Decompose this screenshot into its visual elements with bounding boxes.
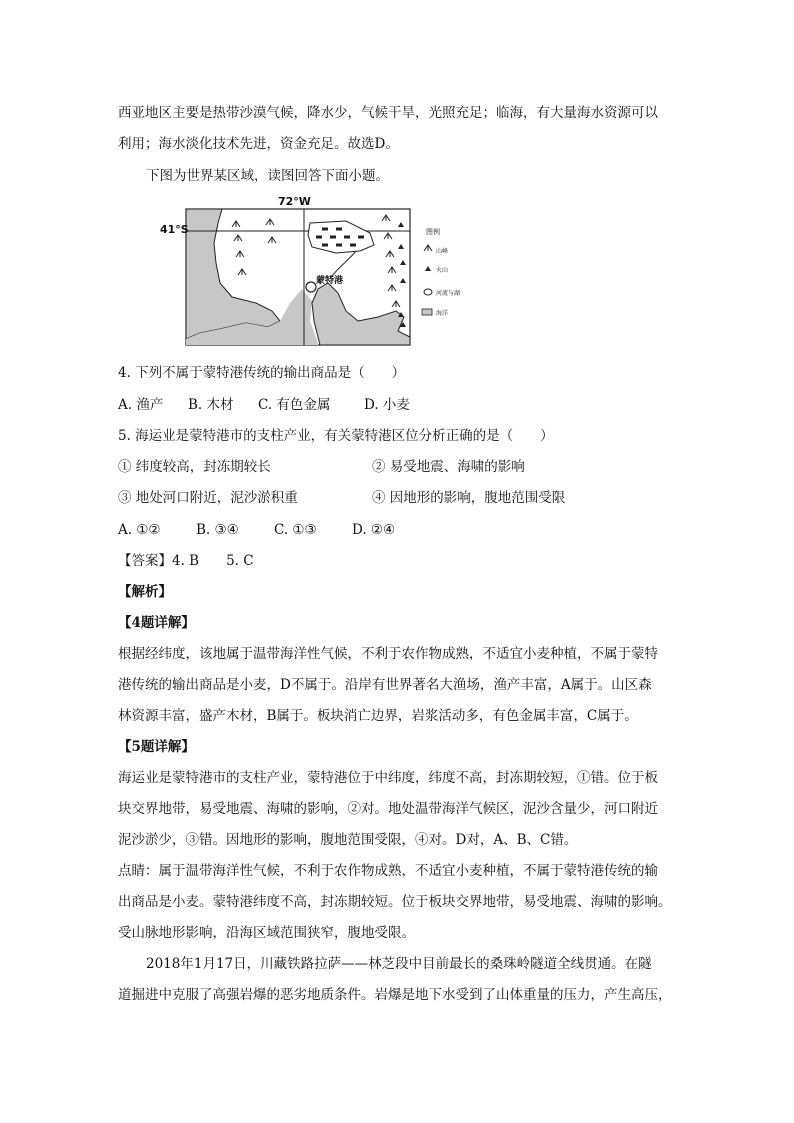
legend-label: 海洋 xyxy=(436,310,449,317)
statement: ① 纬度较高，封冻期较长 xyxy=(118,459,271,475)
paragraph-line: 根据经纬度，该地属于温带海洋性气候，不利于农作物成熟，不适宜小麦种植，不属于蒙特 xyxy=(118,646,658,662)
paragraph-line: 2018年1月17日，川藏铁路拉萨——林芝段中目前最长的桑珠岭隧道全线贯通。在隧 xyxy=(146,956,652,972)
option: A. ①② xyxy=(118,522,161,538)
paragraph-line: 泥沙淤少，③错。因地形的影响，腹地范围受限，④对。D对，A、B、C错。 xyxy=(118,832,578,848)
q4-detail-label: 【4题详解】 xyxy=(118,615,195,631)
option: D. ②④ xyxy=(352,522,396,538)
question-5-stem: 5. 海运业是蒙特港市的支柱产业，有关蒙特港区位分析正确的是（ ） xyxy=(118,428,554,444)
option: B. ③④ xyxy=(196,522,239,538)
legend-label: 火山 xyxy=(436,267,449,274)
legend-lake-icon xyxy=(424,289,432,295)
city-label: 蒙特港 xyxy=(316,276,344,286)
q5-detail-label: 【5题详解】 xyxy=(118,739,195,755)
paragraph-line: 道掘进中克服了高强岩爆的恶劣地质条件。岩爆是地下水受到了山体重量的压力，产生高压， xyxy=(118,987,672,1003)
answer-line: 【答案】4. B 5. C xyxy=(118,553,254,569)
legend-mountain-icon xyxy=(424,245,432,251)
option: B. 木材 xyxy=(188,397,234,413)
paragraph-line: 海运业是蒙特港市的支柱产业，蒙特港位于中纬度，纬度不高，封冻期较短，①错。位于板 xyxy=(118,770,658,786)
paragraph-line: 块交界地带，易受地震、海啸的影响，②对。地处温带海洋气候区，泥沙含量少，河口附近 xyxy=(118,801,658,817)
paragraph-line: 林资源丰富，盛产木材，B属于。板块消亡边界，岩浆活动多，有色金属丰富，C属于。 xyxy=(118,708,638,724)
question-5-options xyxy=(118,520,395,540)
paragraph-line: 西亚地区主要是热带沙漠气候，降水少，气候干旱，光照充足；临海，有大量海水资源可以 xyxy=(118,105,658,121)
statement: ② 易受地震、海啸的影响 xyxy=(372,459,525,475)
tip-line: 受山脉地形影响，沿海区域范围狭窄，腹地受限。 xyxy=(118,925,415,941)
longitude-label: 72°W xyxy=(278,195,311,208)
latitude-label: 41°S xyxy=(160,223,189,236)
city-marker xyxy=(306,282,316,292)
tip-line: 出商品是小麦。蒙特港纬度不高，封冻期较短。位于板块交界地带，易受地震、海啸的影响。 xyxy=(118,894,672,910)
legend-label: 河流与湖 xyxy=(436,290,461,297)
map-intro: 下图为世界某区域，读图回答下面小题。 xyxy=(146,168,389,184)
tip-line: 点睛：属于温带海洋性气候，不利于农作物成熟，不适宜小麦种植，不属于蒙特港传统的输 xyxy=(118,863,658,879)
legend-label: 山峰 xyxy=(436,248,449,255)
option: A. 渔产 xyxy=(118,397,164,413)
analysis-label: 【解析】 xyxy=(118,584,172,600)
region-map xyxy=(160,193,490,353)
statement: ③ 地处河口附近，泥沙淤积重 xyxy=(118,490,298,506)
paragraph-line: 港传统的输出商品是小麦，D不属于。沿岸有世界著名大渔场，渔产丰富，A属于。山区森 xyxy=(118,677,652,693)
option: C. ①③ xyxy=(274,522,317,538)
legend-volcano-icon xyxy=(425,266,431,271)
paragraph-line: 利用；海水淡化技术先进，资金充足。故选D。 xyxy=(118,136,399,152)
option: C. 有色金属 xyxy=(258,397,331,413)
legend-title: 图例 xyxy=(426,228,440,236)
option: D. 小麦 xyxy=(364,397,410,413)
question-4-stem: 4. 下列不属于蒙特港传统的输出商品是（ ） xyxy=(118,365,406,381)
statement: ④ 因地形的影响，腹地范围受限 xyxy=(372,490,566,506)
legend-ocean-icon xyxy=(422,309,432,315)
question-4-options xyxy=(118,395,410,415)
